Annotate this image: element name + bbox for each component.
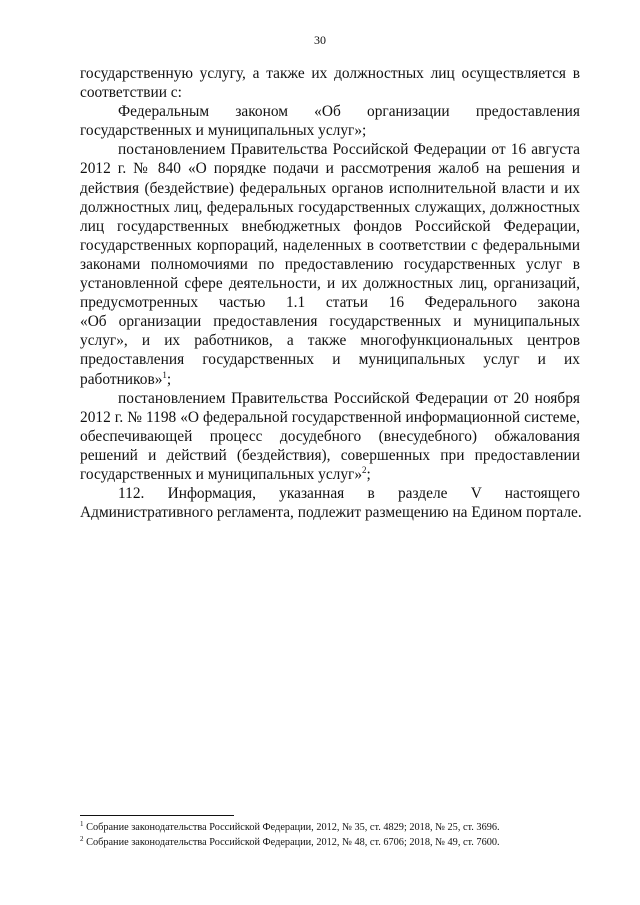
text-line (80, 236, 580, 255)
text-line (80, 389, 580, 408)
line-text: установленной сфере деятельности, и их должностных лиц, организаций, (80, 275, 580, 293)
line-tail-punctuation: ; (166, 370, 172, 388)
text-line (80, 408, 580, 427)
text-line (80, 293, 580, 312)
line-text: лиц государственных внебюджетных фондов Российской Федерации, (80, 217, 580, 235)
line-text: государственную услугу, а также их должностных лиц осуществляется в (80, 65, 580, 82)
footnote-reference: 2 (362, 464, 367, 475)
paragraph-item-112 (80, 484, 580, 522)
line-text: государственных и муниципальных услуг» (80, 465, 363, 483)
line-text: действия (бездействие) федеральных органов исполнительной власти и их (80, 179, 580, 197)
line-text: 112. Информация, указанная в разделе V настоящего (118, 485, 580, 503)
line-text: предусмотренных частью 1.1 статьи 16 Федерального закона (80, 294, 580, 312)
page-number: 30 (314, 33, 326, 47)
text-line (80, 140, 580, 159)
text-line (80, 198, 580, 217)
text-line (80, 255, 580, 274)
line-text: обеспечивающей процесс досудебного (внесудебного) обжалования (80, 427, 580, 445)
footnote-reference: 1 (162, 369, 167, 380)
text-line (80, 446, 580, 465)
line-text: государственных и муниципальных услуг»; (80, 122, 367, 140)
line-text: «Об организации предоставления государственных и муниципальных (80, 313, 580, 331)
text-line (80, 83, 580, 102)
line-text: должностных лиц, федеральных государственных служащих, должностных (80, 198, 580, 216)
line-text: государственных корпораций, наделенных в соответствии с федеральными (80, 236, 580, 254)
text-line (80, 159, 580, 178)
document-body (80, 64, 580, 522)
footnote-mark: 2 (80, 834, 84, 843)
text-line (80, 312, 580, 331)
text-line (80, 370, 580, 389)
footnote-1 (80, 821, 580, 836)
line-text: работников» (80, 370, 163, 388)
line-text: соответствии с: (80, 84, 182, 102)
line-text: 2012 г. № 840 «О порядке подачи и рассмотрения жалоб на решения и (80, 160, 580, 178)
text-line (80, 350, 580, 369)
text-line (80, 465, 580, 484)
line-text: услуг», и их работников, а также многофункциональных центров (80, 332, 580, 350)
line-text: законами полномочиями по предоставлению государственных услуг в (80, 255, 580, 273)
text-line (80, 102, 580, 121)
paragraph-resolution-1198 (80, 389, 580, 484)
footnote-text: Собрание законодательства Российской Федерации, 2012, № 35, ст. 4829; 2018, № 25, ст. 3696. (86, 822, 500, 833)
text-line (80, 274, 580, 293)
text-line (80, 179, 580, 198)
footnote-2 (80, 836, 580, 851)
text-line (80, 64, 580, 83)
text-line (80, 331, 580, 350)
footnote-text: Собрание законодательства Российской Федерации, 2012, № 48, ст. 6706; 2018, № 49, ст. 7600. (86, 836, 500, 848)
text-line (80, 503, 580, 522)
line-tail-punctuation: ; (366, 465, 371, 483)
text-line (80, 427, 580, 446)
text-line (80, 484, 580, 503)
footnotes (80, 821, 580, 850)
line-text: Федеральным законом «Об организации предоставления (118, 103, 580, 121)
line-text: Административного регламента, подлежит размещению на Едином портале. (80, 504, 582, 522)
paragraph-intro (80, 64, 580, 102)
line-text: 2012 г. № 1198 «О федеральной государственной информационной системе, (80, 408, 580, 426)
line-text: решений и действий (бездействия), совершенных при предоставлении (80, 446, 580, 464)
paragraph-resolution-840 (80, 140, 580, 388)
text-line (80, 121, 580, 140)
text-line (80, 217, 580, 236)
paragraph-law (80, 102, 580, 140)
line-text: постановлением Правительства Российской Федерации от 16 августа (118, 141, 580, 159)
footnote-separator (80, 815, 234, 816)
line-text: постановлением Правительства Российской Федерации от 20 ноября (118, 389, 580, 407)
footnote-mark: 1 (80, 820, 84, 828)
line-text: предоставления государственных и муниципальных услуг и их (80, 351, 580, 369)
